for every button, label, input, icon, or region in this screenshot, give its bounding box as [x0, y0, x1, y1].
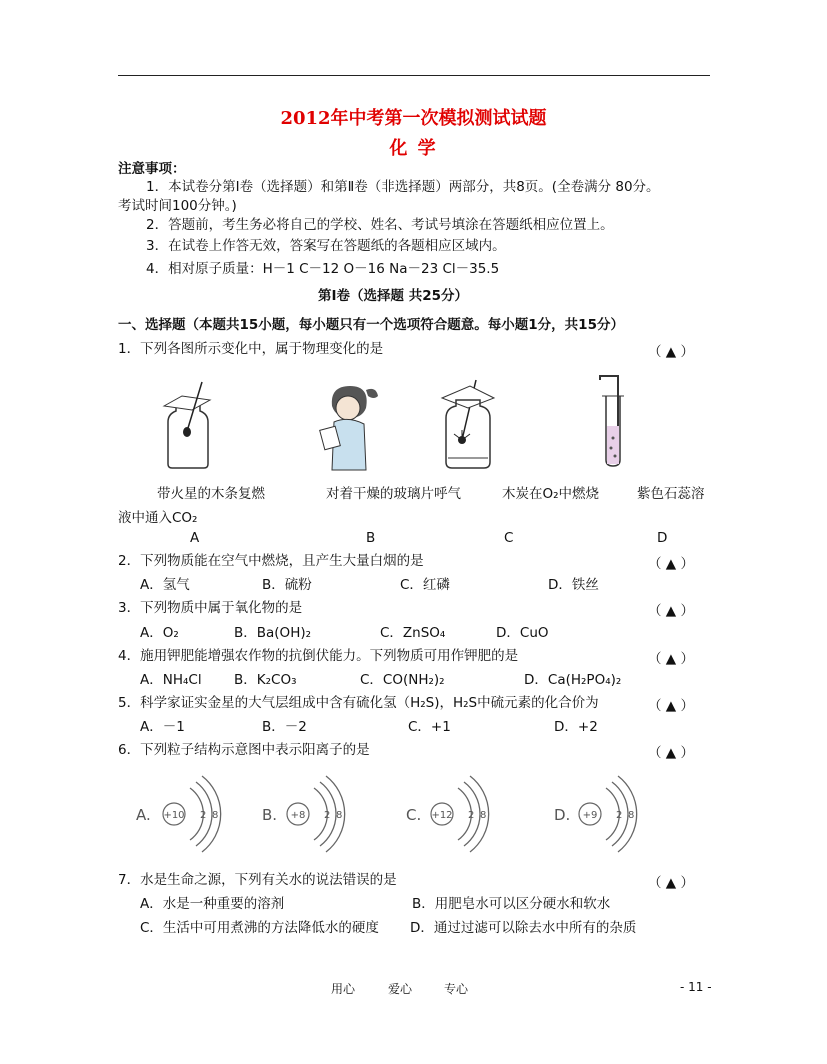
- q5-option-d: D．+2: [554, 719, 598, 735]
- q6-shell1-b: 2: [324, 810, 331, 821]
- q1-figure-a: [160, 378, 220, 472]
- q3-option-c: C．ZnSO₄: [380, 625, 446, 641]
- q7-option-a: A．水是一种重要的溶剂: [140, 896, 285, 912]
- q3-option-a: A．O₂: [140, 625, 179, 641]
- q2-option-d: D．铁丝: [548, 577, 599, 593]
- q7-option-d: D．通过过滤可以除去水中所有的杂质: [410, 920, 637, 936]
- q6-shell2-d: 8: [628, 810, 635, 821]
- q1-figure-d: [596, 374, 632, 470]
- q6-diagram-d: [548, 770, 668, 860]
- q3-option-d: D．CuO: [496, 625, 549, 641]
- q3-option-b: B．Ba(OH)₂: [234, 625, 312, 641]
- notice-item-1-cont: 考试时间100分钟。): [118, 198, 237, 214]
- q4-option-d: D．Ca(H₂PO₄)₂: [524, 672, 622, 688]
- q6-letter-d: D.: [554, 806, 571, 824]
- q6-nucleus-a: +10: [163, 810, 185, 821]
- q7-answer-mark: （ ▲ ）: [648, 875, 694, 891]
- q6-shell1-a: 2: [200, 810, 207, 821]
- q1-figure-c: [440, 378, 496, 472]
- footer-motto-2: 爱心: [388, 982, 413, 996]
- q6-shell2-b: 8: [336, 810, 343, 821]
- q6-answer-mark: （ ▲ ）: [648, 745, 694, 761]
- q6-nucleus-d: +9: [582, 810, 598, 821]
- notice-item-4: 4．相对原子质量：H－1 C－12 O－16 Na－23 Cl－35.5: [146, 261, 500, 277]
- q6-diagram-c: [400, 770, 520, 860]
- q2-answer-mark: （ ▲ ）: [648, 556, 694, 572]
- q6-letter-b: B.: [262, 806, 278, 824]
- q1-caption-c: 木炭在O₂中燃烧: [502, 486, 600, 502]
- q5-option-c: C．+1: [408, 719, 451, 735]
- q6-nucleus-b: +8: [290, 810, 306, 821]
- q6-letter-c: C.: [406, 806, 422, 824]
- q3-answer-mark: （ ▲ ）: [648, 603, 694, 619]
- q3-stem: 3．下列物质中属于氧化物的是: [118, 600, 303, 616]
- header-rule: [118, 75, 710, 76]
- footer-motto-3: 专心: [444, 982, 469, 996]
- q4-answer-mark: （ ▲ ）: [648, 651, 694, 667]
- q6-shell2-c: 8: [480, 810, 487, 821]
- q2-option-a: A．氢气: [140, 577, 190, 593]
- q1-answer-mark: （ ▲ ）: [648, 344, 694, 360]
- q6-stem: 6．下列粒子结构示意图中表示阳离子的是: [118, 742, 370, 758]
- q7-option-c: C．生活中可用煮沸的方法降低水的硬度: [140, 920, 379, 936]
- notice-item-3: 3．在试卷上作答无效，答案写在答题纸的各题相应区域内。: [146, 238, 506, 254]
- footer-motto-1: 用心: [331, 982, 356, 996]
- exam-subject: 化 学: [389, 138, 438, 159]
- q2-stem: 2．下列物质能在空气中燃烧，且产生大量白烟的是: [118, 553, 424, 569]
- q7-stem: 7．水是生命之源，下列有关水的说法错误的是: [118, 872, 397, 888]
- q7-option-b: B．用肥皂水可以区分硬水和软水: [412, 896, 611, 912]
- notice-item-1: 1．本试卷分第Ⅰ卷（选择题）和第Ⅱ卷（非选择题）两部分，共8页。(全卷满分 80分。: [146, 179, 660, 195]
- exam-title: 2012年中考第一次模拟测试试题: [280, 108, 547, 129]
- q2-option-b: B．硫粉: [262, 577, 312, 593]
- q1-stem: 1．下列各图所示变化中，属于物理变化的是: [118, 341, 384, 357]
- q2-option-c: C．红磷: [400, 577, 450, 593]
- q5-option-b: B．－2: [262, 719, 307, 735]
- q6-shell1-c: 2: [468, 810, 475, 821]
- q6-diagram-a: [130, 770, 250, 860]
- q4-option-b: B．K₂CO₃: [234, 672, 297, 688]
- q1-caption-b: 对着干燥的玻璃片呼气: [326, 486, 461, 502]
- q1-letter-d: D: [657, 530, 668, 546]
- q1-figure-b: [318, 382, 382, 476]
- q1-caption-a: 带火星的木条复燃: [157, 486, 265, 502]
- page-number: - 11 -: [680, 980, 712, 994]
- q1-letter-b: B: [366, 530, 376, 546]
- q6-shell2-a: 8: [212, 810, 219, 821]
- notice-item-2: 2．答题前，考生务必将自己的学校、姓名、考试号填涂在答题纸相应位置上。: [146, 217, 614, 233]
- part1-heading: 第Ⅰ卷（选择题 共25分）: [318, 288, 469, 304]
- notice-heading: 注意事项：: [118, 161, 186, 177]
- q6-diagram-b: [256, 770, 376, 860]
- q1-caption-d-cont: 液中通入CO₂: [118, 510, 198, 526]
- q4-option-c: C．CO(NH₂)₂: [360, 672, 445, 688]
- q1-caption-d: 紫色石蕊溶: [637, 486, 705, 502]
- section-heading: 一、选择题（本题共15小题，每小题只有一个选项符合题意。每小题1分，共15分）: [118, 317, 624, 333]
- q5-option-a: A．－1: [140, 719, 185, 735]
- q4-option-a: A．NH₄Cl: [140, 672, 202, 688]
- q5-stem: 5．科学家证实金星的大气层组成中含有硫化氢（H₂S)，H₂S中硫元素的化合价为: [118, 695, 599, 711]
- q4-stem: 4．施用钾肥能增强农作物的抗倒伏能力。下列物质可用作钾肥的是: [118, 648, 519, 664]
- q6-shell1-d: 2: [616, 810, 623, 821]
- q6-letter-a: A.: [136, 806, 151, 824]
- q6-nucleus-c: +12: [431, 810, 453, 821]
- q1-letter-a: A: [190, 530, 200, 546]
- q1-letter-c: C: [504, 530, 514, 546]
- q5-answer-mark: （ ▲ ）: [648, 698, 694, 714]
